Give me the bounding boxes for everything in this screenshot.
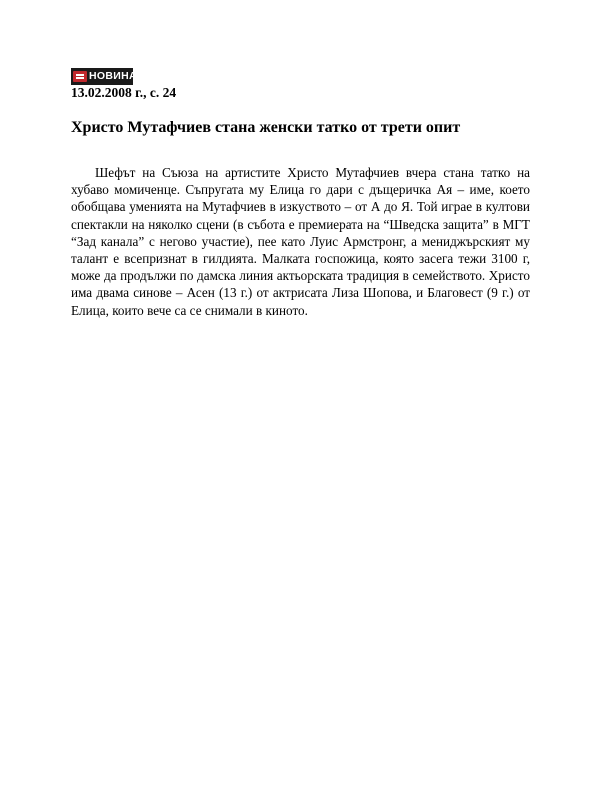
newspaper-logo (71, 68, 145, 85)
article-body: Шефът на Съюза на артистите Христо Мутафчиев вчера стана татко на хубаво момиченце. Съпругата му Елица го дари с дъщеричка Ая – име, което обобщава уменията на Мутафчиев в изкуството – от А до Я. Той играе в култови спектакли на няколко сцени (в събота е премиерата на “Шведска защита” в МГТ “Зад канала” с негово участие), пее като Луис Армстронг, а мениджърският му талант е всепризнат в гилдията. Малката госпожица, която засега тежи 3100 г, може да продължи по дамска линия актьорската традиция в семейството. Христо има двама синове – Асен (13 г.) от актрисата Лиза Шопова, и Благовест (9 г.) от Елица, които вече са се снимали в киното. (71, 165, 530, 318)
date-line: 13.02.2008 г., с. 24 (71, 85, 177, 100)
newspaper-emblem-icon (73, 71, 87, 82)
article-title: Христо Мутафчиев стана женски татко от трети опит (71, 119, 461, 136)
newspaper-name: НОВИНАР (89, 70, 145, 83)
